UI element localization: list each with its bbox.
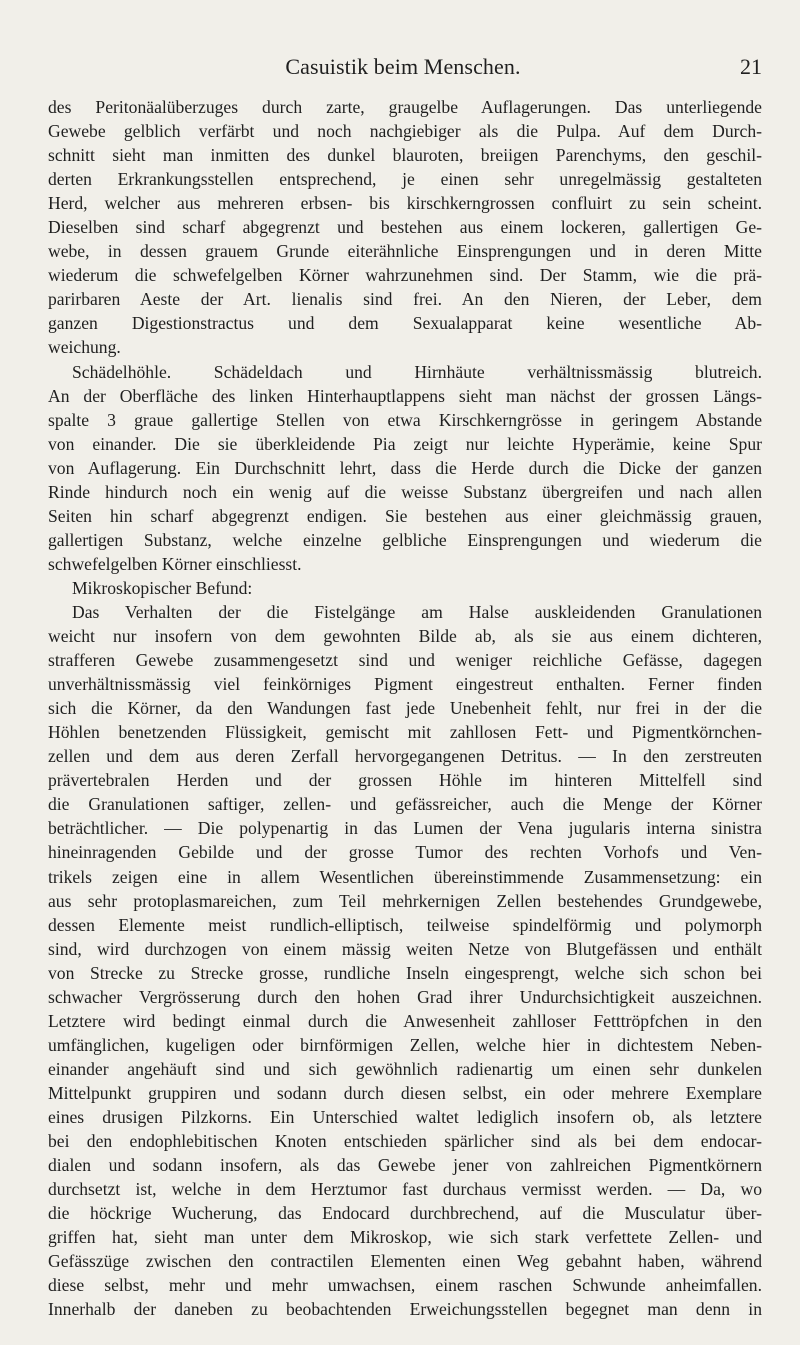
text-line: unverhältnissmässig viel feinkörniges Pigment eingestreut enthalten. Ferner finden — [48, 674, 762, 695]
text-line: griffen hat, sieht man unter dem Mikroskop, wie sich stark verfettete Zellen- und — [48, 1227, 762, 1248]
text-line: weicht nur insofern von dem gewohnten Bilde ab, als sie aus einem dichteren, — [48, 626, 762, 647]
text-line: prävertebralen Herden und der grossen Höhle im hinteren Mittelfell sind — [48, 770, 762, 791]
text-line: schnitt sieht man inmitten des dunkel blauroten, breiigen Parenchyms, den geschil- — [48, 145, 762, 166]
text-line: des Peritonäalüberzuges durch zarte, graugelbe Auflagerungen. Das unterliegende — [48, 97, 762, 117]
text-line: von Auflagerung. Ein Durchschnitt lehrt, dass die Herde durch die Dicke der ganzen — [48, 457, 762, 478]
text-line: Gefässzüge zwischen den contractilen Elementen einen Weg gebahnt haben, während — [48, 1251, 762, 1272]
text-line: zellen und dem aus deren Zerfall hervorgegangenen Detritus. — In den zerstreuten — [48, 746, 762, 767]
text-line: umfänglichen, kugeligen oder birnförmigen Zellen, welche hier in dichtestem Neben- — [48, 1034, 762, 1055]
text-line: sich die Körner, da den Wandungen fast jede Unebenheit fehlt, nur frei in der die — [48, 698, 762, 719]
text-line: Dieselben sind scharf abgegrenzt und bestehen aus einem lockeren, gallertigen Ge- — [48, 217, 762, 238]
text-line: wiederum die schwefelgelben Körner wahrzunehmen sind. Der Stamm, wie die prä- — [48, 265, 762, 286]
text-line: schwefelgelben Körner einschliesst. — [48, 553, 302, 574]
text-line: derten Erkrankungsstellen entsprechend, je einen sehr unregelmässig gestalteten — [48, 169, 762, 190]
text-line: beträchtlicher. — Die polypenartig in das Lumen der Vena jugularis interna sinistra — [48, 818, 762, 839]
text-line: von Strecke zu Strecke grosse, rundliche Inseln eingesprengt, welche sich schon bei — [48, 962, 762, 983]
text-line: Herd, welcher aus mehreren erbsen- bis kirschkerngrossen confluirt zu sein scheint. — [48, 193, 762, 214]
text-line: strafferen Gewebe zusammengesetzt sind und weniger reichliche Gefässe, dagegen — [48, 650, 762, 671]
text-line: trikels zeigen eine in allem Wesentlichen übereinstimmende Zusammensetzung: ein — [48, 866, 762, 887]
text-line: hineinragenden Gebilde und der grosse Tumor des rechten Vorhofs und Ven- — [48, 842, 762, 863]
text-line: webe, in dessen grauem Grunde eiterähnliche Einsprengungen und in deren Mitte — [48, 241, 762, 262]
text-line: durchsetzt ist, welche in dem Herztumor fast durchaus vermisst werden. — Da, wo — [48, 1179, 762, 1200]
text-line: Gewebe gelblich verfärbt und noch nachgiebiger als die Pulpa. Auf dem Durch- — [48, 121, 762, 142]
page-number: 21 — [740, 54, 762, 79]
text-line: die Granulationen saftiger, zellen- und gefässreicher, auch die Menge der Körner — [48, 794, 762, 815]
body-text — [48, 95, 762, 1345]
running-title: Casuistik beim Menschen. — [285, 54, 521, 79]
text-line: bei den endophlebitischen Knoten entschieden spärlicher sind als bei dem endocar- — [48, 1131, 762, 1152]
text-line: gallertigen Substanz, welche einzelne gelbliche Einsprengungen und wiederum die — [48, 529, 762, 550]
text-line: Seiten hin scharf abgegrenzt endigen. Sie bestehen aus einer gleichmässig grauen, — [48, 505, 762, 526]
section-heading: Mikroskopischer Befund: — [72, 577, 253, 598]
text-line: diese selbst, mehr und mehr umwachsen, einem raschen Schwunde anheimfallen. — [48, 1275, 762, 1296]
text-line: sind, wird durchzogen von einem mässig weiten Netze von Blutgefässen und enthält — [48, 938, 762, 959]
text-line: schwacher Vergrösserung durch den hohen Grad ihrer Undurchsichtigkeit auszeichnen. — [48, 986, 762, 1007]
text-line: eines drusigen Pilzkorns. Ein Unterschied waltet lediglich insofern ob, als letztere — [48, 1106, 762, 1127]
text-line: parirbaren Aeste der Art. lienalis sind frei. An den Nieren, der Leber, dem — [48, 289, 762, 310]
text-line: Innerhalb der daneben zu beobachtenden Erweichungsstellen begegnet man denn in — [48, 1299, 762, 1320]
text-line: weichung. — [48, 337, 121, 358]
text-line: aus sehr protoplasmareichen, zum Teil mehrkernigen Zellen bestehendes Grundgewebe, — [48, 890, 762, 911]
text-line: Letztere wird bedingt einmal durch die Anwesenheit zahlloser Fetttröpfchen in den — [48, 1010, 762, 1031]
text-line: Das Verhalten der die Fistelgänge am Halse auskleidenden Granulationen — [72, 601, 762, 622]
text-line — [48, 1321, 762, 1345]
text-line: ganzen Digestionstractus und dem Sexualapparat keine wesentliche Ab- — [48, 313, 762, 334]
text-line: An der Oberfläche des linken Hinterhauptlappens sieht man nächst der grossen Längs- — [48, 385, 762, 406]
text-line: spalte 3 graue gallertige Stellen von etwa Kirschkerngrösse in geringem Abstande — [48, 409, 762, 430]
text-line: Rinde hindurch noch ein wenig auf die weisse Substanz übergreifen und nach allen — [48, 481, 762, 502]
text-line: dialen und sodann insofern, als das Gewebe jener von zahlreichen Pigmentkörnern — [48, 1155, 762, 1176]
text-line: Schädelhöhle. Schädeldach und Hirnhäute verhältnissmässig blutreich. — [72, 361, 762, 382]
text-line: dessen Elemente meist rundlich-elliptisch, teilweise spindelförmig und polymorph — [48, 914, 762, 935]
text-line: von einander. Die sie überkleidende Pia zeigt nur leichte Hyperämie, keine Spur — [48, 433, 762, 454]
text-line: einander angehäuft sind und sich gewöhnlich radienartig um einen sehr dunkelen — [48, 1058, 762, 1079]
text-line: Höhlen benetzenden Flüssigkeit, gemischt mit zahllosen Fett- und Pigmentkörnchen- — [48, 722, 762, 743]
text-line: die höckrige Wucherung, das Endocard durchbrechend, auf die Musculatur über- — [48, 1203, 762, 1224]
running-header — [44, 54, 762, 82]
text-line: Mittelpunkt gruppiren und sodann durch diesen selbst, ein oder mehrere Exemplare — [48, 1082, 762, 1103]
